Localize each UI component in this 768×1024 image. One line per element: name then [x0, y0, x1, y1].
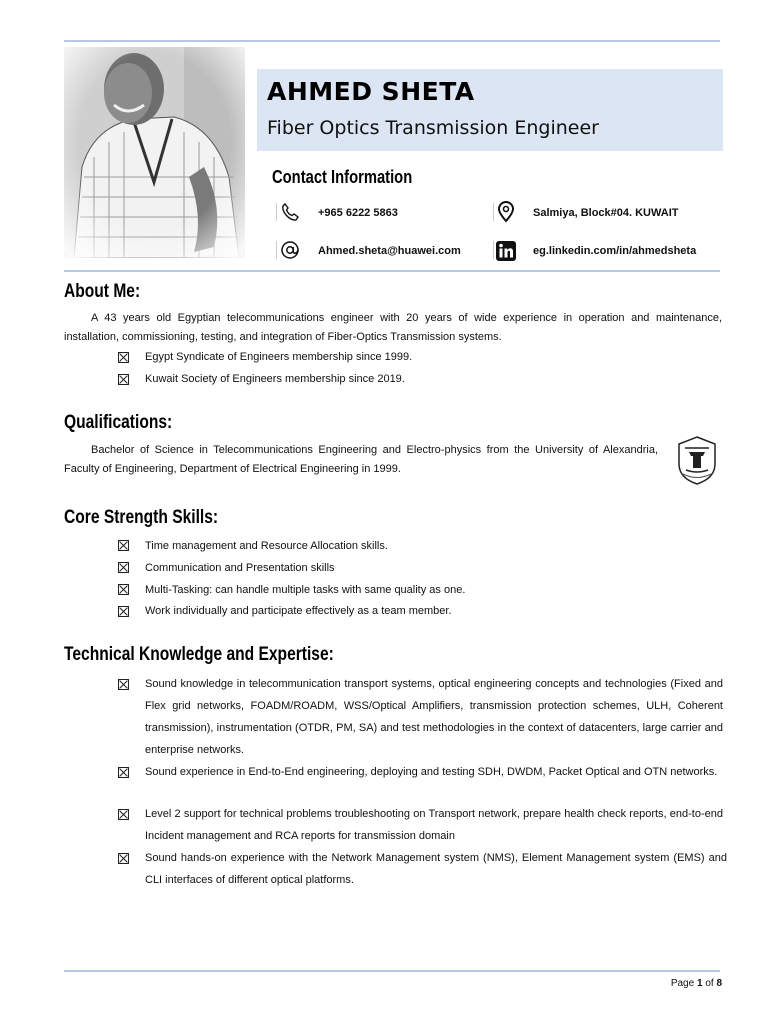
checkbox-x-icon: [118, 374, 129, 385]
skills-item: Multi-Tasking: can handle multiple tasks with same quality as one.: [145, 584, 466, 596]
page-label: Page: [670, 978, 695, 989]
technical-item: Sound knowledge in telecommunication transport systems, optical engineering concepts and technologies (Fixed and Flex grid networks, FOADM/ROADM, WSS/Optical Amplifiers, transmission protection schemes, ULH, Coherent transmission), instrumentation (OTDR, PM, SA) and test methodologies in the context of datacenters, large carrier and enterprise networks.: [145, 678, 723, 756]
technical-item: Sound experience in End-to-End engineering, deploying and testing SDH, DWDM, Packet Optical and OTN networks.: [145, 766, 718, 778]
skills-item: Communication and Presentation skills: [145, 562, 335, 574]
skills-heading: Core Strength Skills:: [64, 507, 219, 528]
at-icon: [279, 239, 301, 261]
location-pin-icon: [495, 201, 517, 223]
checkbox-x-icon: [118, 606, 129, 617]
technical-heading: Technical Knowledge and Expertise:: [64, 644, 334, 665]
candidate-name: AHMED SHETA: [267, 77, 475, 106]
contact-phone[interactable]: +965 6222 5863: [318, 207, 398, 219]
contact-heading: Contact Information: [272, 167, 413, 187]
contact-linkedin[interactable]: eg.linkedin.com/in/ahmedsheta: [533, 245, 697, 257]
qualifications-heading: Qualifications:: [64, 412, 173, 433]
qualifications-text: Bachelor of Science in Telecommunications Engineering and Electro-physics from the University of Alexandria, Faculty of Engineering, Department of Electrical Engineering in 1999.: [64, 444, 658, 475]
about-heading: About Me:: [64, 281, 141, 302]
contact-divider: [276, 203, 277, 221]
university-seal-icon: [671, 434, 723, 486]
top-divider: [64, 40, 720, 42]
skills-item: Time management and Resource Allocation skills.: [145, 540, 388, 552]
page-current: 1: [696, 978, 703, 989]
candidate-role: Fiber Optics Transmission Engineer: [267, 117, 599, 139]
technical-item: Level 2 support for technical problems troubleshooting on Transport network, prepare health check reports, end-to-end Incident management and RCA reports for transmission domain: [145, 808, 723, 842]
checkbox-x-icon: [118, 352, 129, 363]
checkbox-x-icon: [118, 584, 129, 595]
contact-address: Salmiya, Block#04. KUWAIT: [533, 207, 679, 219]
page-indicator: [671, 978, 722, 989]
checkbox-x-icon: [118, 562, 129, 573]
technical-item: Sound hands-on experience with the Network Management system (NMS), Element Management system (EMS) and CLI interfaces of different optical platforms.: [145, 852, 727, 886]
contact-email[interactable]: Ahmed.sheta@huawei.com: [318, 245, 461, 257]
contact-divider: [493, 241, 494, 259]
skills-item: Work individually and participate effectively as a team member.: [145, 605, 452, 617]
about-item: Kuwait Society of Engineers membership since 2019.: [145, 373, 405, 385]
page-of: of: [705, 978, 714, 989]
checkbox-x-icon: [118, 809, 129, 820]
phone-icon: [279, 201, 301, 223]
contact-divider: [493, 203, 494, 221]
footer-divider: [64, 970, 720, 972]
profile-photo: [64, 47, 245, 258]
linkedin-icon: [495, 240, 517, 262]
about-item: Egypt Syndicate of Engineers membership since 1999.: [145, 351, 413, 363]
header-divider: [64, 270, 720, 272]
about-text: A 43 years old Egyptian telecommunications engineer with 20 years of wide experience in operation and maintenance, installation, commissioning, testing, and integration of Fiber-Optics Transmission systems.: [64, 312, 722, 343]
page-total: 8: [716, 978, 722, 989]
checkbox-x-icon: [118, 540, 129, 551]
name-banner: [257, 69, 723, 151]
checkbox-x-icon: [118, 679, 129, 690]
checkbox-x-icon: [118, 853, 129, 864]
checkbox-x-icon: [118, 767, 129, 778]
contact-divider: [276, 241, 277, 259]
